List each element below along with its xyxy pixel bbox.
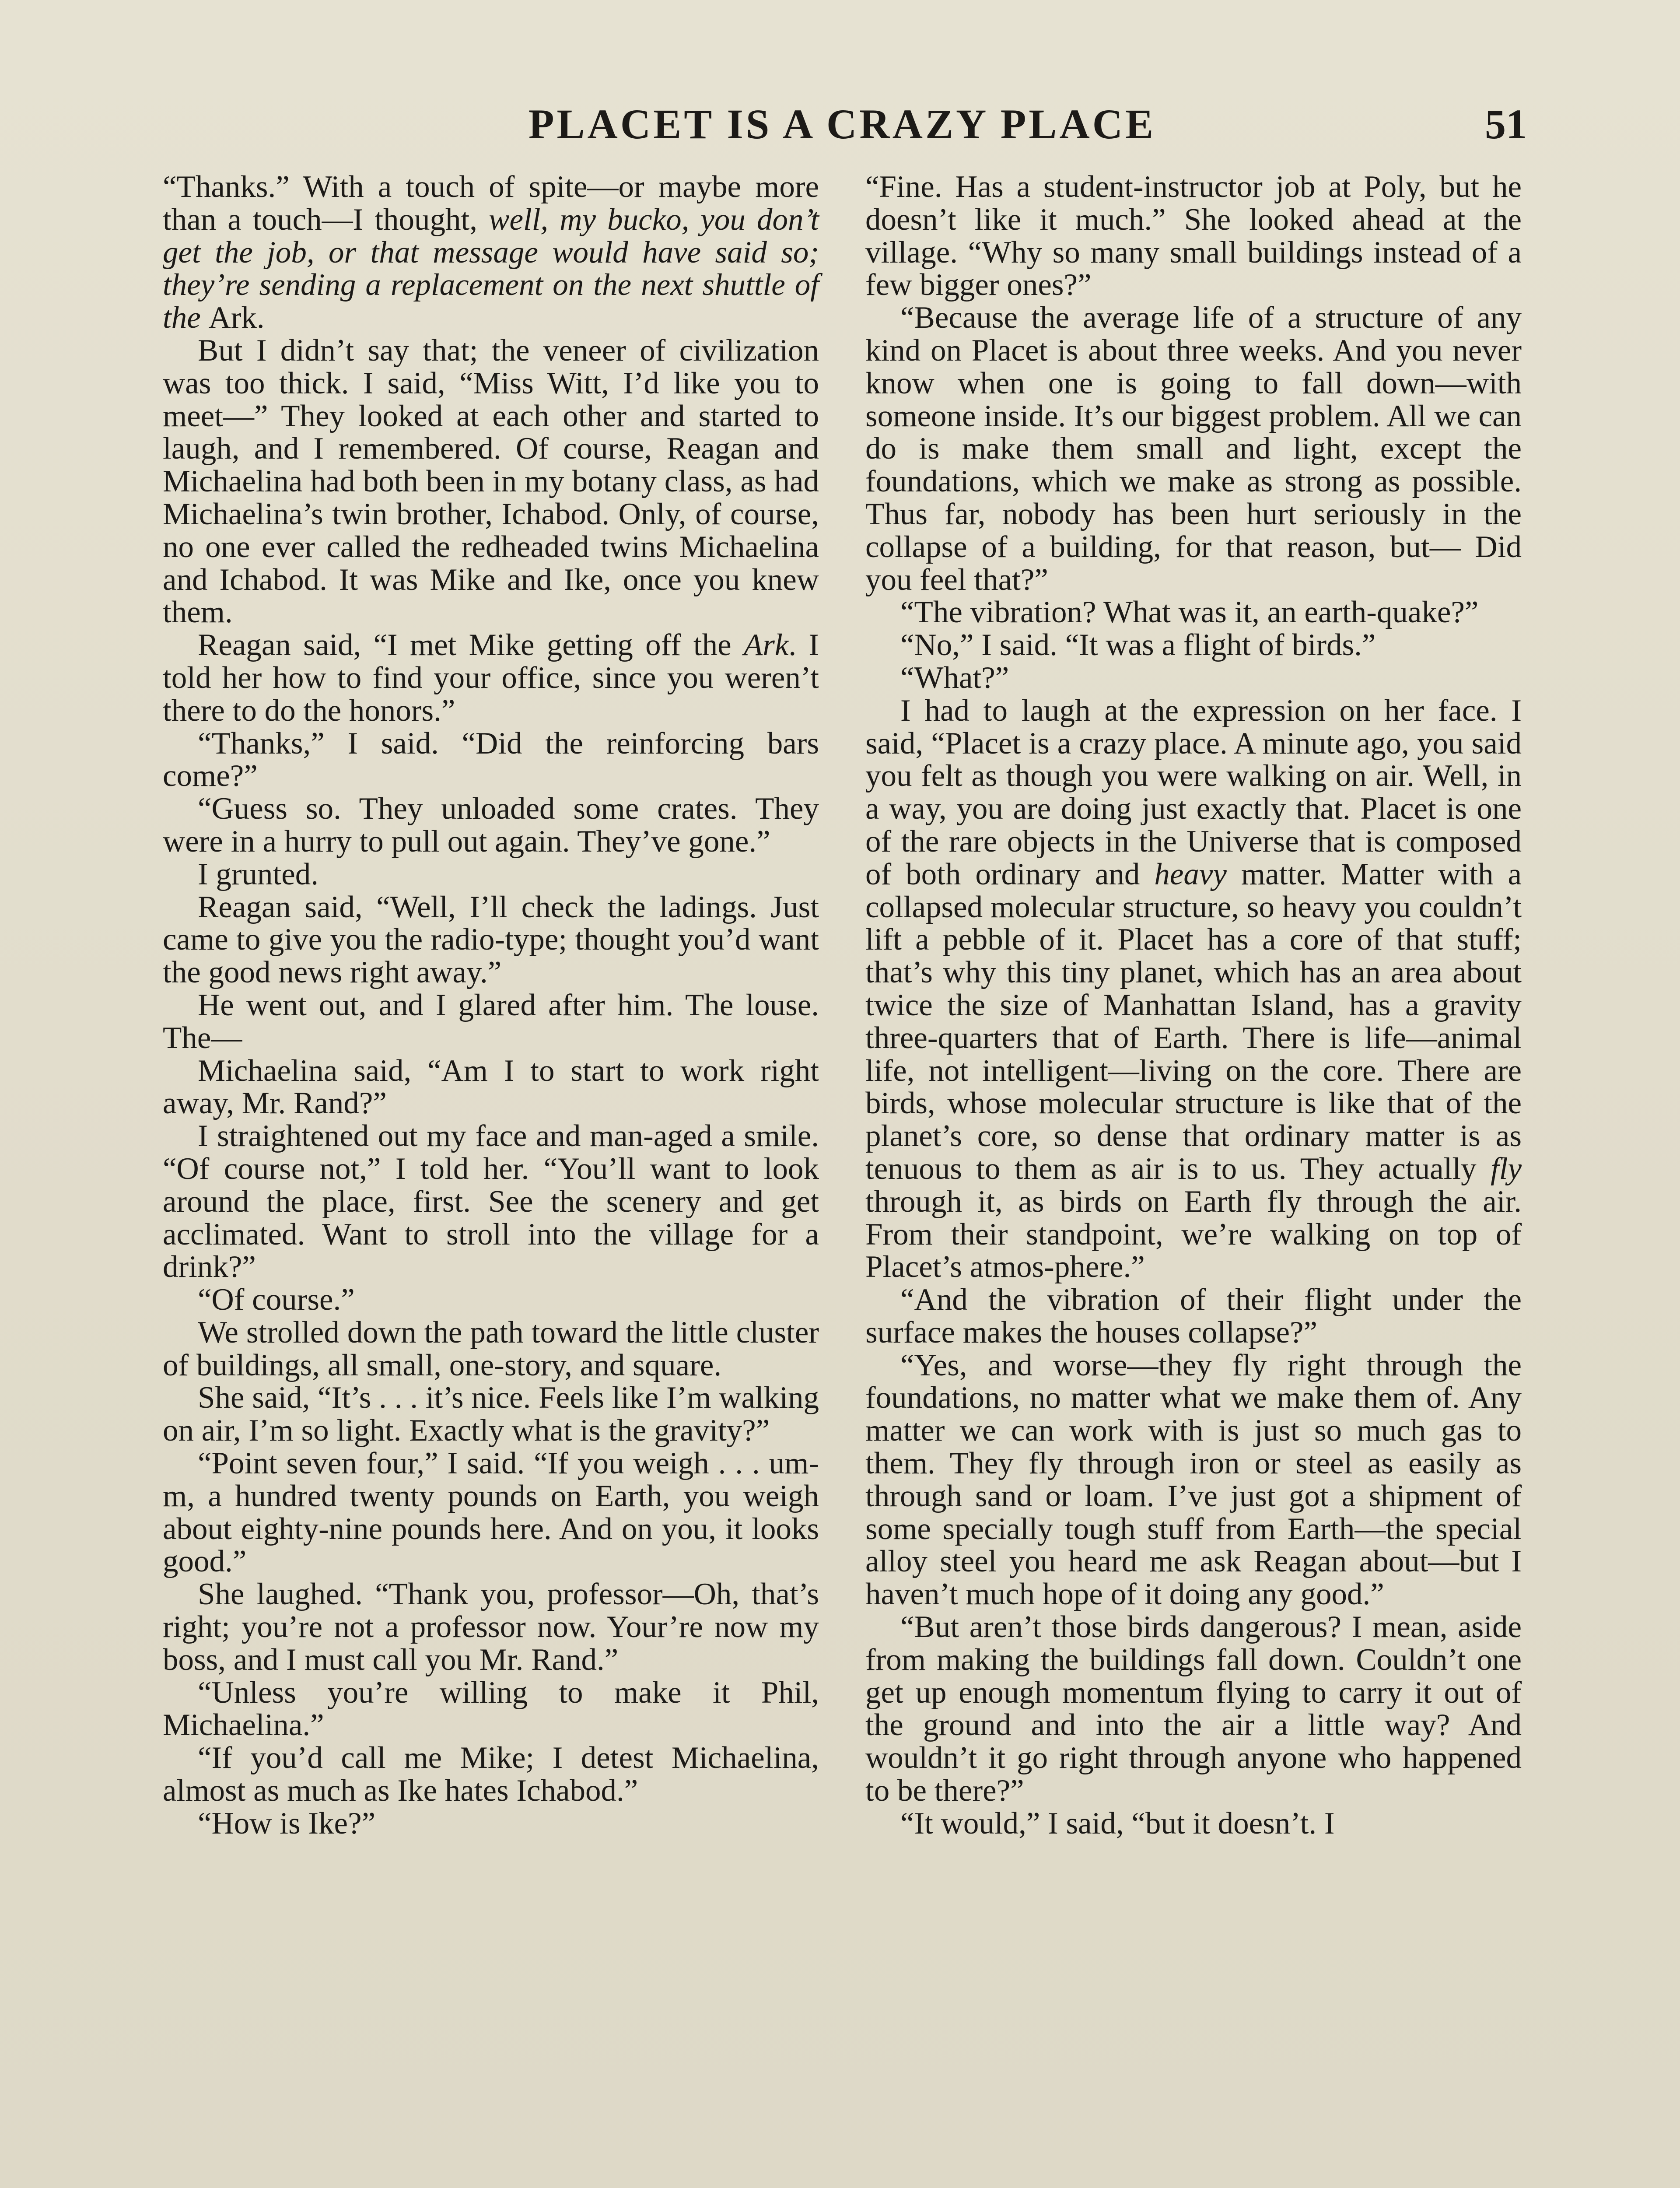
- paragraph: [865, 694, 1522, 1283]
- italic-text: fly: [1491, 1151, 1522, 1186]
- text-run: “Guess so. They unloaded some crates. They were in a hurry to pull out again. They’ve gone.”: [163, 792, 819, 859]
- text-run: Ark.: [208, 301, 265, 335]
- paragraph: [163, 1742, 819, 1807]
- text-run: “Thanks,” I said. “Did the reinforcing bars come?”: [163, 726, 819, 793]
- text-run: “Because the average life of a structure of any kind on Placet is about three weeks. And you never know when one is going to fall down—with someone inside. It’s our biggest problem. All we can do is make them small and light, except the foundations, which we make as strong as possible. Thus far, nobody has been hurt seriously in the collapse of a building, for that reason, but— Did you feel that?”: [865, 301, 1522, 597]
- running-title: PLACET IS A CRAZY PLACE: [528, 101, 1156, 147]
- left-text-column: [163, 171, 819, 1840]
- paragraph: [163, 1120, 819, 1283]
- paragraph: [163, 171, 819, 334]
- text-run: matter. Matter with a collapsed molecular structure, so heavy you couldn’t lift a pebble of it. Placet has a core of that stuff; that’s why this tiny planet, which has an area about twice the size of Manhattan Island, has a gravity three-quarters that of Earth. There is life—animal life, not intelligent—living on the core. There are birds, whose molecular structure is like that of the planet’s core, so dense that ordinary matter is as tenuous to them as air is to us. They actually: [865, 857, 1522, 1186]
- paragraph: [163, 792, 819, 858]
- text-run: “It would,” I said, “but it doesn’t. I: [900, 1806, 1335, 1841]
- paragraph: [865, 596, 1522, 629]
- paragraph: [865, 302, 1522, 596]
- text-run: He went out, and I glared after him. The louse. The—: [163, 988, 819, 1055]
- text-run: “How is Ike?”: [198, 1806, 376, 1841]
- text-run: We strolled down the path toward the little cluster of buildings, all small, one-story, and square.: [163, 1315, 819, 1382]
- italic-text: Ark: [743, 628, 789, 663]
- text-run: “And the vibration of their flight under the surface makes the houses collapse?”: [865, 1283, 1522, 1350]
- text-run: I had to laugh at the expression on her face. I said, “Placet is a crazy place. A minute ago, you said you felt as though you were walking on air. Well, in a way, you are doing just exactly that. Placet is one of the rare objects in the Universe that is composed of both ordinary and: [865, 693, 1522, 891]
- text-run: “What?”: [900, 660, 1009, 695]
- right-text-column: [865, 171, 1522, 1840]
- text-run: But I didn’t say that; the veneer of civilization was too thick. I said, “Miss Witt, I’d like you to meet—” They looked at each other and started to laugh, and I remembered. Of course, Reagan and Michaelina had both been in my botany class, as had Michaelina’s twin brother, Ichabod. Only, of course, no one ever called the redheaded twins Michaelina and Ichabod. It was Mike and Ike, once you knew them.: [163, 333, 819, 630]
- paragraph: [163, 1447, 819, 1578]
- text-run: Reagan said, “I met Mike getting off the: [198, 628, 744, 663]
- page-number: 51: [1485, 101, 1527, 147]
- paragraph: [163, 1676, 819, 1742]
- text-run: “Of course.”: [198, 1283, 355, 1317]
- text-run: “Fine. Has a student-instructor job at Poly, but he doesn’t like it much.” She looked ahead at the village. “Why so many small buildings instead of a few bigger ones?”: [865, 170, 1522, 302]
- text-run: “If you’d call me Mike; I detest Michaelina, almost as much as Ike hates Ichabod.”: [163, 1741, 819, 1808]
- text-run: “Thanks.” With a touch of spite—or maybe more than a touch—I thought,: [163, 170, 819, 237]
- text-run: “The vibration? What was it, an earth-quake?”: [900, 595, 1479, 630]
- paragraph: [163, 1382, 819, 1447]
- text-run: Michaelina said, “Am I to start to work right away, Mr. Rand?”: [163, 1053, 819, 1121]
- paragraph: [163, 1316, 819, 1382]
- paragraph: [163, 727, 819, 793]
- paragraph: [865, 1283, 1522, 1349]
- text-run: . I told her how to find your office, since you weren’t there to do the honors.”: [163, 628, 819, 728]
- text-run: Reagan said, “Well, I’ll check the ladings. Just came to give you the radio-type; thought you’d want the good news right away.”: [163, 890, 819, 990]
- text-run: through it, as birds on Earth fly through the air. From their standpoint, we’re walking on top of Placet’s atmos-phere.”: [865, 1184, 1522, 1284]
- text-run: “But aren’t those birds dangerous? I mean, aside from making the buildings fall down. Couldn’t one get up enough momentum flying to carry it out of the ground and into the air a little way? And wouldn’t it go right through anyone who happened to be there?”: [865, 1610, 1522, 1808]
- italic-text: well, my bucko, you don’t get the job, or that message would have said so; they’re sending a replacement on the next shuttle of the: [163, 202, 819, 335]
- paragraph: [163, 1807, 819, 1840]
- paragraph: [163, 1578, 819, 1676]
- paragraph: [865, 1349, 1522, 1611]
- text-run: I grunted.: [198, 857, 319, 891]
- paragraph: [163, 629, 819, 727]
- paragraph: [865, 1807, 1522, 1840]
- paragraph: [865, 171, 1522, 302]
- text-run: “Point seven four,” I said. “If you weigh . . . um-m, a hundred twenty pounds on Earth, you weigh about eighty-nine pounds here. And on you, it looks good.”: [163, 1446, 819, 1579]
- text-run: “Unless you’re willing to make it Phil, Michaelina.”: [163, 1675, 819, 1743]
- paragraph: [865, 662, 1522, 694]
- paragraph: [163, 1055, 819, 1120]
- text-run: She said, “It’s . . . it’s nice. Feels like I’m walking on air, I’m so light. Exactly what is the gravity?”: [163, 1381, 819, 1448]
- paragraph: [163, 1283, 819, 1316]
- paragraph: [163, 989, 819, 1055]
- text-run: “Yes, and worse—they fly right through the foundations, no matter what we make them of. Any matter we can work with is just so much gas to them. They fly through iron or steel as easily as through sand or loam. I’ve just got a shipment of some specially tough stuff from Earth—the special alloy steel you heard me ask Reagan about—but I haven’t much hope of it doing any good.”: [865, 1348, 1522, 1612]
- paragraph: [865, 1611, 1522, 1807]
- paragraph: [163, 334, 819, 629]
- running-head: [158, 100, 1527, 148]
- paragraph: [163, 858, 819, 891]
- text-run: I straightened out my face and man-aged a smile. “Of course not,” I told her. “You’ll want to look around the place, first. See the scenery and get acclimated. Want to stroll into the village for a drink?”: [163, 1119, 819, 1284]
- text-run: She laughed. “Thank you, professor—Oh, that’s right; you’re not a professor now. Your’re now my boss, and I must call you Mr. Rand.”: [163, 1577, 819, 1677]
- text-run: “No,” I said. “It was a flight of birds.”: [900, 628, 1376, 663]
- paragraph: [865, 629, 1522, 662]
- paragraph: [163, 891, 819, 989]
- italic-text: heavy: [1154, 857, 1227, 891]
